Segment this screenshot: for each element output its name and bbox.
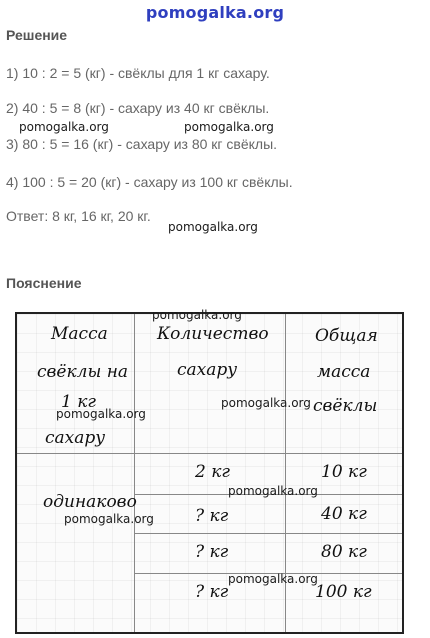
table-divider — [17, 453, 402, 454]
table-cell-text: ? кг — [195, 582, 229, 602]
watermark-text: pomogalka.org — [19, 120, 109, 134]
answer-line: Ответ: 8 кг, 16 кг, 20 кг. — [6, 208, 151, 224]
table-cell-text: ? кг — [195, 542, 229, 562]
header-cell-text: свёклы — [313, 396, 378, 416]
solution-line-4: 4) 100 : 5 = 20 (кг) - сахару из 100 кг свёклы. — [6, 174, 293, 190]
table-divider — [134, 533, 402, 534]
solution-line-2: 2) 40 : 5 = 8 (кг) - сахару из 40 кг свёклы. — [6, 100, 270, 116]
solution-heading: Решение — [6, 27, 68, 43]
watermark-text: pomogalka.org — [64, 512, 154, 526]
watermark-text: pomogalka.org — [228, 484, 318, 498]
header-cell-text: Количество — [157, 324, 269, 344]
header-cell-text: сахару — [177, 360, 238, 380]
watermark-text: pomogalka.org — [228, 572, 318, 586]
table-cell-text: ? кг — [195, 506, 229, 526]
solution-line-3: 3) 80 : 5 = 16 (кг) - сахару из 80 кг свёклы. — [6, 136, 278, 152]
site-logo[interactable]: pomogalka.org — [145, 3, 285, 22]
table-cell-text: 10 кг — [321, 462, 367, 482]
handwritten-table — [15, 312, 404, 634]
explanation-heading: Пояснение — [6, 275, 82, 291]
solution-line-1: 1) 10 : 2 = 5 (кг) - свёклы для 1 кг сахару. — [6, 65, 270, 81]
header-cell-text: 1 кг — [61, 392, 96, 412]
header-cell-text: свёклы на — [37, 362, 129, 382]
header-cell-text: масса — [317, 362, 371, 382]
table-cell-text: 80 кг — [321, 542, 367, 562]
header-cell-text: Масса — [51, 324, 108, 344]
table-cell-text: 100 кг — [315, 582, 372, 602]
watermark-text: pomogalka.org — [221, 396, 311, 410]
table-cell-text: 2 кг — [195, 462, 230, 482]
watermark-text: pomogalka.org — [152, 308, 242, 322]
watermark-text: pomogalka.org — [56, 407, 146, 421]
table-cell-text: 40 кг — [321, 504, 367, 524]
header-cell-text: сахару — [45, 428, 106, 448]
watermark-text: pomogalka.org — [168, 220, 258, 234]
table-cell-text: одинаково — [43, 492, 137, 512]
table-divider — [134, 314, 135, 632]
watermark-text: pomogalka.org — [184, 120, 274, 134]
header-cell-text: Общая — [315, 326, 378, 346]
